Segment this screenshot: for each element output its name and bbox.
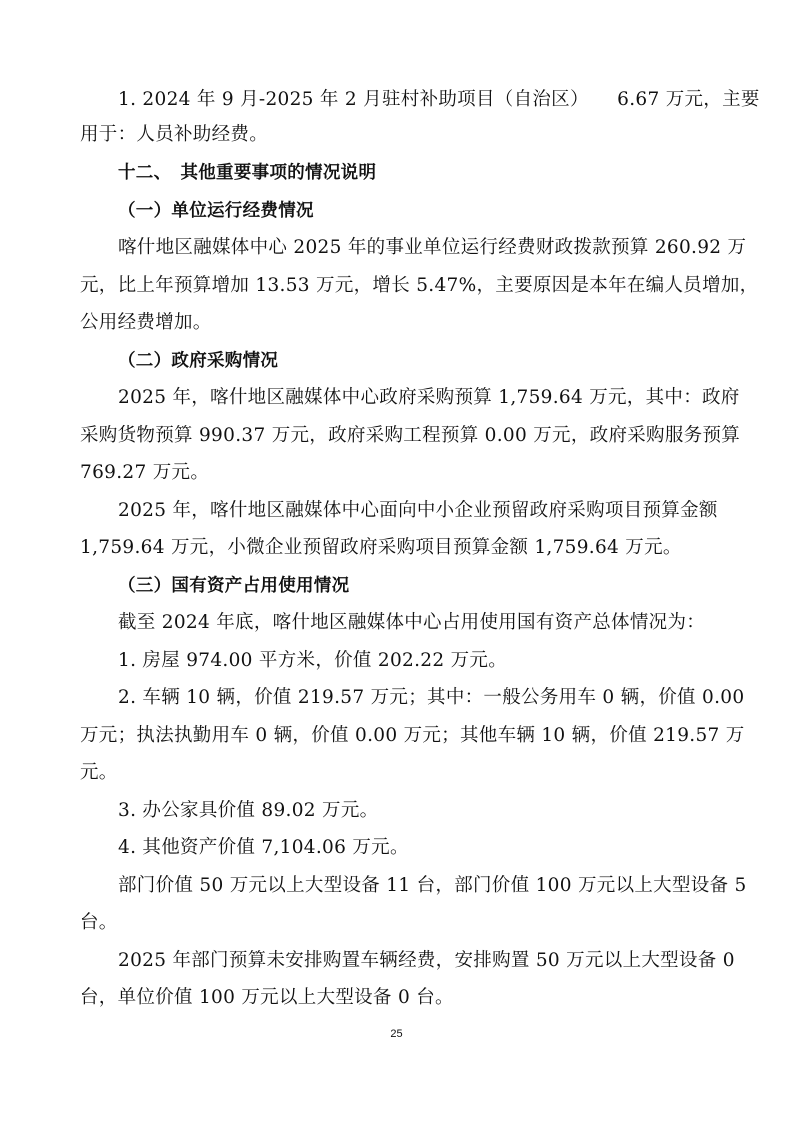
paragraph-line: 用于：人员补助经费。	[80, 124, 269, 145]
paragraph-line: 1,759.64 万元，小微企业预留政府采购项目预算金额 1,759.64 万元。	[80, 537, 682, 558]
paragraph-line: 公用经费增加。	[80, 312, 212, 333]
paragraph-line: 2. 车辆 10 辆，价值 219.57 万元；其中：一般公务用车 0 辆，价值 0.00	[118, 687, 745, 708]
paragraph-line: 4. 其他资产价值 7,104.06 万元。	[118, 837, 409, 858]
paragraph-line: 部门价值 50 万元以上大型设备 11 台，部门价值 100 万元以上大型设备 5	[118, 875, 747, 896]
paragraph-line: 2025 年，喀什地区融媒体中心面向中小企业预留政府采购项目预算金额	[118, 500, 718, 521]
page-number: 25	[390, 1028, 403, 1040]
paragraph-line: 2025 年，喀什地区融媒体中心政府采购预算 1,759.64 万元，其中：政府	[118, 387, 740, 408]
paragraph-line: 台。	[80, 912, 118, 933]
subsection-heading: （一）单位运行经费情况	[118, 201, 314, 221]
paragraph-line: 3. 办公家具价值 89.02 万元。	[118, 800, 379, 821]
paragraph-line: 1. 2024 年 9 月-2025 年 2 月驻村补助项目（自治区） 6.67 万元，主要	[118, 89, 760, 110]
paragraph-line: 喀什地区融媒体中心 2025 年的事业单位运行经费财政拨款预算 260.92 万	[118, 237, 747, 258]
paragraph-line: 采购货物预算 990.37 万元，政府采购工程预算 0.00 万元，政府采购服务预算	[80, 425, 741, 446]
paragraph-line: 1. 房屋 974.00 平方米，价值 202.22 万元。	[118, 650, 508, 671]
section-heading: 十二、 其他重要事项的情况说明	[118, 163, 377, 183]
subsection-heading: （二）政府采购情况	[118, 351, 279, 371]
paragraph-line: 台，单位价值 100 万元以上大型设备 0 台。	[80, 987, 454, 1008]
paragraph-line: 769.27 万元。	[80, 462, 210, 483]
paragraph-line: 万元；执法执勤用车 0 辆，价值 0.00 万元；其他车辆 10 辆，价值 219.57 万	[80, 725, 745, 746]
paragraph-line: 2025 年部门预算未安排购置车辆经费，安排购置 50 万元以上大型设备 0	[118, 950, 735, 971]
subsection-heading: （三）国有资产占用使用情况	[118, 576, 350, 596]
paragraph-line: 元，比上年预算增加 13.53 万元，增长 5.47%，主要原因是本年在编人员增加，	[80, 275, 759, 296]
paragraph-line: 元。	[80, 762, 118, 783]
paragraph-line: 截至 2024 年底，喀什地区融媒体中心占用使用国有资产总体情况为：	[118, 612, 706, 633]
